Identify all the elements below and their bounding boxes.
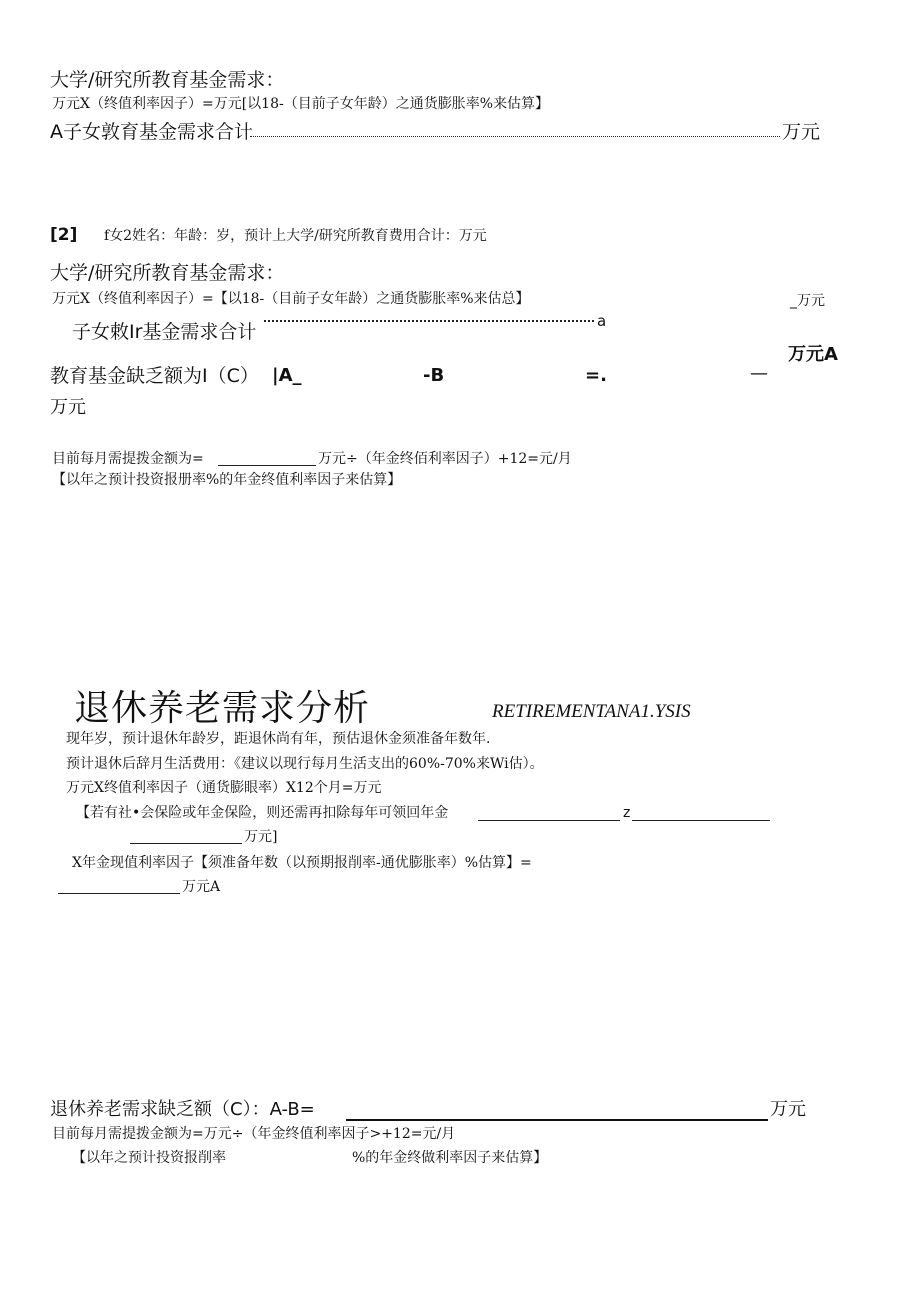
- retirement-line5-blank: [130, 843, 242, 844]
- retirement-line4-mark: z: [623, 805, 631, 821]
- section1-total-unit: 万元: [782, 121, 821, 143]
- section2-fund-line: 万元X（终值利率因子）=【以18-（目前子女年龄）之通货膨胀率%来估总】: [52, 291, 530, 307]
- retirement-title: 退休养老需求分析: [74, 688, 371, 729]
- section2-monthly-a: 目前每月需提拨金额为=: [52, 451, 204, 467]
- section2-fund-heading: 大学/研究所教育基金需求：: [50, 262, 285, 284]
- retirement-line7-blank: [58, 893, 180, 894]
- retirement-gap-unit: 万元: [770, 1099, 806, 1120]
- section2-gap-a: |A_: [272, 365, 302, 386]
- retirement-estimate-a: 【以年之预计投资报削率: [72, 1150, 226, 1166]
- section1-fund-line: 万元X（终值利率因子）=万元[以18-（目前子女年龄）之通货膨胀率%来估算】: [52, 96, 550, 112]
- section1-fund-heading: 大学/研究所教育基金需求：: [50, 69, 285, 91]
- retirement-title-en: RETIREMENTANA1.YSIS: [492, 701, 691, 722]
- section2-gap-unit: 万元: [50, 397, 86, 418]
- retirement-line2: 预计退休后辞月生活费用：《建议以现行每月生活支出的60%-70%来Wi估）。: [66, 756, 544, 772]
- retirement-line4-blank1: [478, 820, 620, 821]
- section2-gap-b: -B: [423, 365, 445, 386]
- section2-fund-unit: _万元: [790, 293, 825, 309]
- section2-estimate-line: 【以年之预计投资报册率%的年金终值利率因子来估算】: [52, 472, 402, 488]
- section2-monthly-b: 万元÷（年金终佰利率因子）+12=元/月: [318, 451, 572, 467]
- section2-right-unit: 万元A: [788, 344, 838, 365]
- retirement-line3: 万元X终值利率因子（通货膨眼率）X12个月=万元: [66, 780, 382, 796]
- retirement-line5-unit: 万元]: [244, 829, 278, 845]
- section2-total-mark: a: [597, 312, 607, 330]
- retirement-gap-label: 退休养老需求缺乏额（C）：A-B=: [50, 1099, 315, 1120]
- retirement-line4: 【若有社•会保险或年金保险，则还需再扣除每年可领回年金: [76, 805, 449, 821]
- retirement-line6: X年金现值利率因子【须准备年数（以预期报削率-通优膨胀率）%估算】=: [72, 855, 532, 871]
- retirement-monthly-line: 目前每月需提拨金额为=万元÷（年金终值利率因子>+12=元/月: [52, 1126, 456, 1142]
- retirement-line7-unit: 万元A: [182, 879, 221, 895]
- section2-gap-dash: —: [750, 363, 768, 384]
- section1-total-leader: [250, 136, 780, 137]
- retirement-gap-blank: [346, 1119, 768, 1121]
- retirement-line4-blank2: [632, 820, 770, 821]
- retirement-estimate-b: %的年金终做利率因子来估算】: [352, 1150, 548, 1166]
- section2-total-leader: [264, 320, 594, 322]
- retirement-line1: 现年岁，预计退休年龄岁，距退休尚有年，预估退休金须准备年数年.: [66, 731, 491, 747]
- section2-gap-eq: =.: [585, 365, 607, 386]
- section1-total-label: A子女敦育基金需求合计: [50, 121, 253, 143]
- section2-monthly-blank: [218, 465, 316, 466]
- section2-total-label: 子女敕Ir基金需求合计: [72, 321, 257, 343]
- section2-child-line: f女2姓名：年龄：岁，预计上大学/研究所教育费用合计：万元: [104, 228, 487, 244]
- section2-gap-label: 教育基金缺乏额为I（C）: [50, 365, 259, 387]
- section2-number: [2]: [50, 225, 78, 245]
